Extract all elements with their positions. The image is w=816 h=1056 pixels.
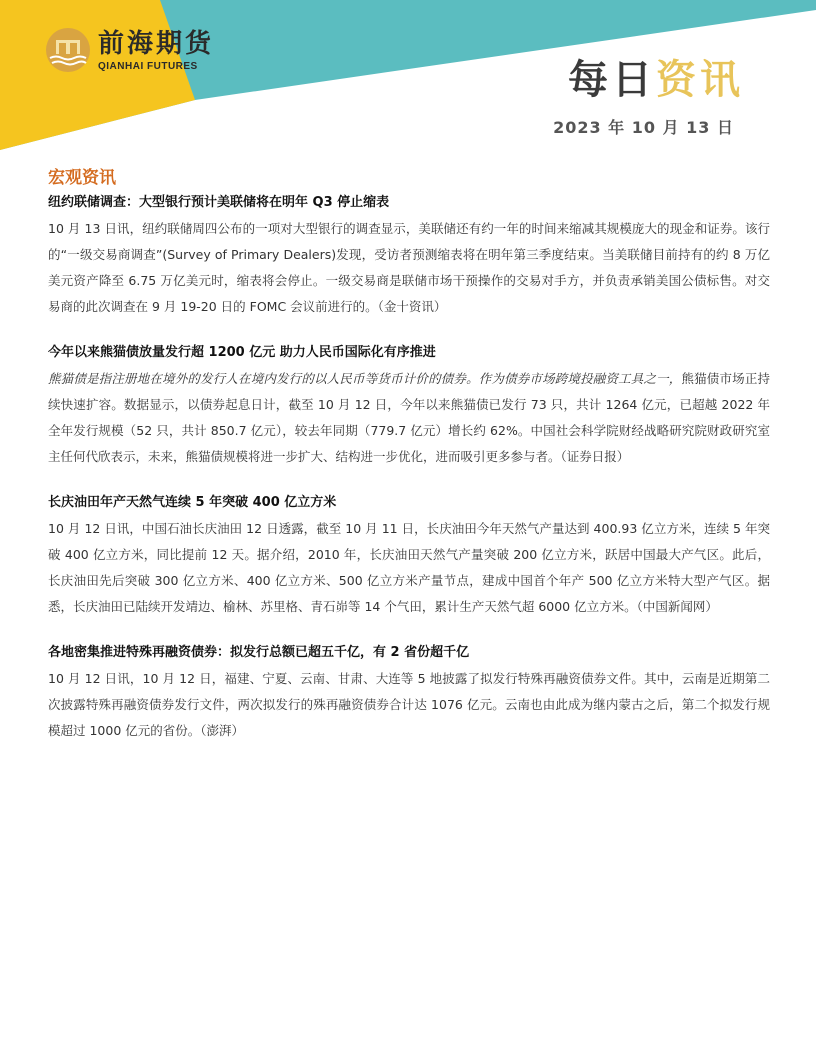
- article-title: 纽约联储调查：大型银行预计美联储将在明年 Q3 停止缩表: [48, 195, 390, 210]
- article-body-text: 10 月 12 日讯，中国石油长庆油田 12 日透露，截至 10 月 11 日，长庆油田今年天然气产量达到 400.93 亿立方米，连续 5 年突破 400 亿立方米，同比提前 12 天。据介绍，2010 年，长庆油田天然气产量突破 200 亿立方米，跃居中国最大产气区。此后，长庆油田先后突破 300 亿立方米、400 亿立方米、500 亿立方米产量节点，建成中国首个年产 500 亿立方米特大型产气区。据悉，长庆油田已陆续开发靖边、榆林、苏里格、青石峁等 14 个气田，累计生产天然气超 6000 亿立方米。（中国新闻网）: [48, 521, 770, 614]
- page-title-part1: 每日: [568, 57, 656, 103]
- article-body-italic: 熊猫债是指注册地在境外的发行人在境内发行的以人民币等货币计价的债券。作为债券市场跨境投融资工具之一，: [48, 371, 682, 386]
- article-1: [48, 190, 770, 320]
- article-body: [48, 366, 770, 470]
- report-date: 2023 年 10 月 13 日: [553, 118, 734, 137]
- article-body: [48, 516, 770, 620]
- article-body: [48, 216, 770, 320]
- article-3: [48, 490, 770, 620]
- article-body: [48, 666, 770, 744]
- company-logo: [44, 26, 214, 74]
- article-title: 各地密集推进特殊再融资债券：拟发行总额已超五千亿，有 2 省份超千亿: [48, 645, 470, 660]
- page-title: [568, 48, 744, 105]
- article-list: [48, 190, 770, 764]
- logo-chinese-name: 前海期货: [98, 28, 215, 59]
- page-title-part2: 资讯: [656, 57, 744, 103]
- article-title: 今年以来熊猫债放量发行超 1200 亿元 助力人民币国际化有序推进: [48, 345, 436, 360]
- article-4: [48, 640, 770, 744]
- logo-mark-icon: [44, 26, 92, 74]
- logo-english-name: QIANHAI FUTURES: [98, 60, 198, 72]
- article-body-text: 10 月 12 日讯，10 月 12 日，福建、宁夏、云南、甘肃、大连等 5 地披露了拟发行特殊再融资债券文件。其中，云南是近期第二次披露特殊再融资债券发行文件，两次拟发行的殊再融资债券合计达 1076 亿元。云南也由此成为继内蒙古之后，第二个拟发行规模超过 1000 亿元的省份。（澎湃）: [48, 671, 770, 738]
- article-title: 长庆油田年产天然气连续 5 年突破 400 亿立方米: [48, 495, 337, 510]
- article-body-text: 熊猫债市场正持续快速扩容。数据显示，以债券起息日计，截至 10 月 12 日，今年以来熊猫债已发行 73 只，共计 1264 亿元，已超越 2022 年全年发行规模（52 只，共计 850.7 亿元），较去年同期（779.7 亿元）增长约 62%。中国社会科学院财经战略研究院财政研究室主任何代欣表示，未来，熊猫债规模将进一步扩大、结构进一步优化，进而吸引更多参与者。（证券日报）: [48, 371, 770, 464]
- article-2: [48, 340, 770, 470]
- article-body-text: 10 月 13 日讯，纽约联储周四公布的一项对大型银行的调查显示，美联储还有约一年的时间来缩减其规模庞大的现金和证券。该行的“一级交易商调查”(Survey of Primary Dealers)发现，受访者预测缩表将在明年第三季度结束。当美联储目前持有的约 8 万亿美元资产降至 6.75 万亿美元时，缩表将会停止。一级交易商是联储市场干预操作的交易对手方，并负责承销美国公债标售。对交易商的此次调查在 9 月 19-20 日的 FOMC 会议前进行的。（金十资讯）: [48, 221, 770, 314]
- section-title: 宏观资讯: [48, 168, 116, 188]
